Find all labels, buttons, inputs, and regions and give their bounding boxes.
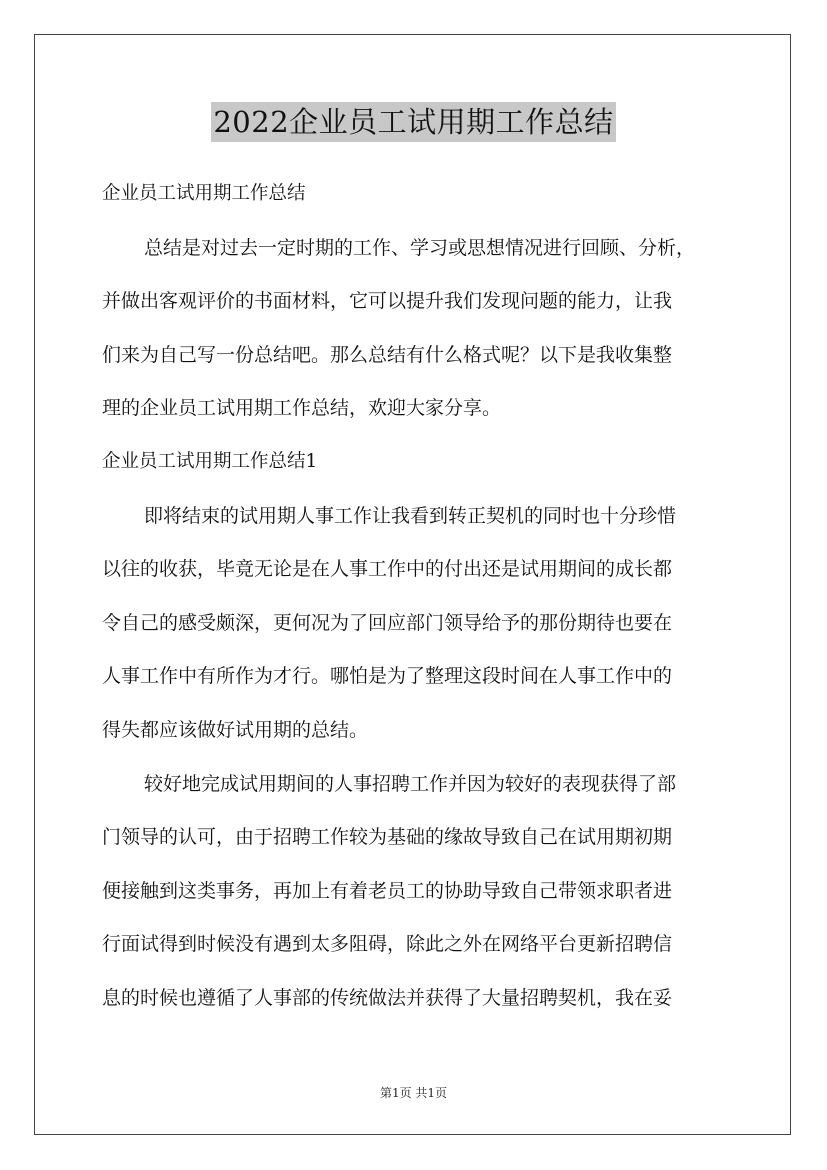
section-heading: 企业员工试用期工作总结1 (102, 450, 318, 472)
paragraph-line: 行面试得到时候没有遇到太多阻碍，除此之外在网络平台更新招聘信 (102, 933, 673, 956)
section-heading: 企业员工试用期工作总结 (102, 183, 306, 204)
page-footer: 第1页 共1页 (379, 1086, 448, 1100)
document-title: 2022企业员工试用期工作总结 (211, 102, 615, 142)
paragraph-line: 并做出客观评价的书面材料，它可以提升我们发现问题的能力，让我 (102, 290, 673, 313)
document-body (102, 176, 742, 1034)
paragraph-line: 得失都应该做好试用期的总结。 (102, 718, 369, 741)
paragraph-line: 即将结束的试用期人事工作让我看到转正契机的同时也十分珍惜 (144, 504, 677, 527)
paragraph-line: 门领导的认可，由于招聘工作较为基础的缘故导致自己在试用期初期 (102, 826, 673, 849)
paragraph-line: 便接触到这类事务，再加上有着老员工的协助导致自己带领求职者进 (102, 879, 673, 902)
paragraph-line: 以往的收获，毕竟无论是在人事工作中的付出还是试用期间的成长都 (102, 558, 673, 581)
paragraph-line: 息的时候也遵循了人事部的传统做法并获得了大量招聘契机，我在妥 (102, 986, 673, 1009)
title-container (0, 102, 827, 142)
paragraph-line: 总结是对过去一定时期的工作、学习或思想情况进行回顾、分析， (144, 236, 696, 259)
paragraph-line: 们来为自己写一份总结吧。那么总结有什么格式呢？以下是我收集整 (102, 343, 673, 366)
paragraph-line: 较好地完成试用期间的人事招聘工作并因为较好的表现获得了部 (144, 772, 677, 795)
paragraph-line: 令自己的感受颇深，更何况为了回应部门领导给予的那份期待也要在 (102, 611, 673, 634)
paragraph-line: 人事工作中有所作为才行。哪怕是为了整理这段时间在人事工作中的 (102, 665, 673, 688)
paragraph-line: 理的企业员工试用期工作总结，欢迎大家分享。 (102, 397, 502, 420)
